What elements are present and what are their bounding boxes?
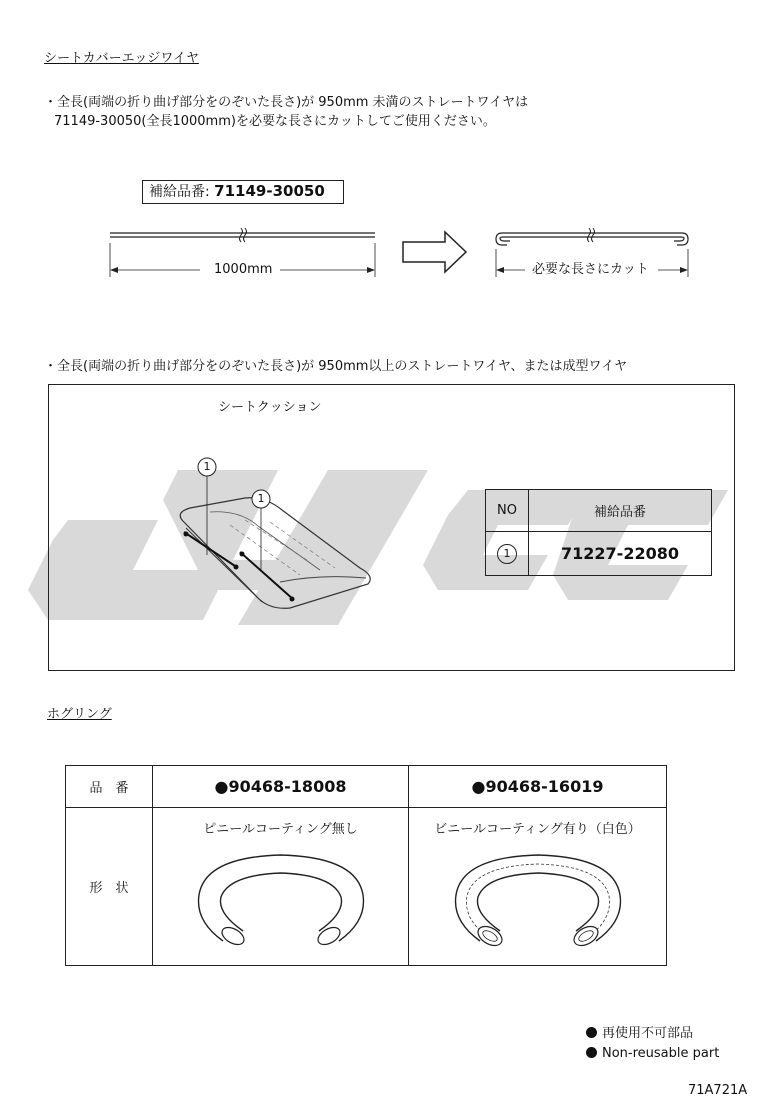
part-box-number: 71149-30050 <box>214 182 325 200</box>
row-label-shape: 形 状 <box>66 808 153 966</box>
filled-dot-icon <box>586 1027 597 1038</box>
note-line-1: ・全長(両端の折り曲げ部分をのぞいた長さ)が 950mm 未満のストレートワイヤは <box>44 95 529 110</box>
callout-1-lower: 1 <box>257 492 265 505</box>
replacement-part-table <box>485 489 712 576</box>
shape-cell-a <box>153 808 409 966</box>
part-number-a: ●90468-18008 <box>153 766 409 808</box>
figure-code: 71A721A <box>688 1083 748 1098</box>
section-heading-hog-ring: ホグリング <box>47 707 112 722</box>
shape-cell-b <box>409 808 667 966</box>
hog-ring-table <box>65 765 667 966</box>
cut-label: 必要な長さにカット <box>532 262 649 277</box>
part-box-label: 補給品番: <box>149 184 210 200</box>
legend-line-1 <box>586 1024 719 1044</box>
legend-text-jp: 再使用不可部品 <box>602 1026 694 1041</box>
desc-a: ピニールコーティング無し <box>203 822 358 837</box>
legend <box>586 1024 719 1064</box>
row-label-part: 品 番 <box>66 766 153 808</box>
col-header-part: 補給品番 <box>529 490 712 532</box>
note-long-wire: ・全長(両端の折り曲げ部分をのぞいた長さ)が 950mm以上のストレートワイヤ、または成型ワイヤ <box>44 359 628 374</box>
legend-text-en: Non-reusable part <box>602 1046 720 1061</box>
hog-ring-uncoated-drawing <box>191 843 371 953</box>
callout-1-upper: 1 <box>203 460 211 473</box>
row-part-number: 71227-22080 <box>529 532 712 576</box>
row-no-cell <box>486 532 529 576</box>
section-heading-edge-wire: シートカバーエッジワイヤ <box>44 51 199 66</box>
filled-dot-icon <box>586 1047 597 1058</box>
legend-line-2 <box>586 1044 719 1064</box>
diagram-title: シートクッション <box>218 400 322 415</box>
length-label: 1000mm <box>214 262 273 277</box>
col-header-no: NO <box>486 490 529 532</box>
part-number-b: ●90468-16019 <box>409 766 667 808</box>
desc-b: ビニールコーティング有り（白色） <box>434 822 641 837</box>
hog-ring-coated-drawing <box>448 843 628 953</box>
part-number-box <box>142 180 344 204</box>
note-line-2: 71149-30050(全長1000mm)を必要な長さにカットしてご使用ください。 <box>54 114 496 129</box>
row-no-circle: 1 <box>497 544 517 564</box>
